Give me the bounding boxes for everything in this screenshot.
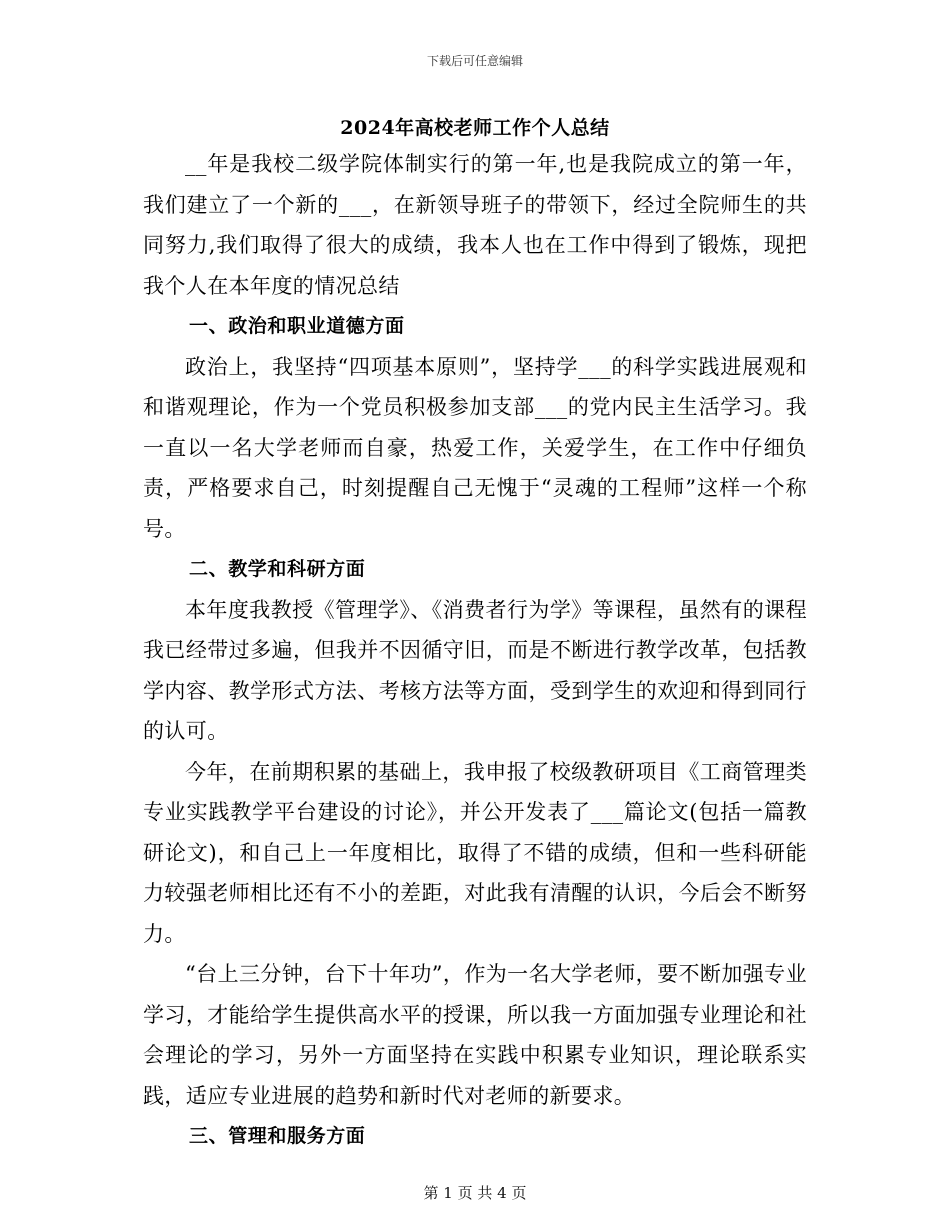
- research-paragraph: 今年，在前期积累的基础上，我申报了校级教研项目《工商管理类专业实践教学平台建设的讨论》，并公开发表了___篇论文(包括一篇教研论文)，和自己上一年度相比，取得了不错的成绩，但和一些科研能力较强老师相比还有不小的差距，对此我有清醒的认识，今后会不断努力。: [143, 759, 807, 946]
- page-header-note: 下载后可任意编辑: [426, 54, 523, 68]
- section-heading-teaching: 二、教学和科研方面: [189, 558, 366, 580]
- section-heading-management: 三、管理和服务方面: [189, 1125, 366, 1147]
- section-heading-politics: 一、政治和职业道德方面: [189, 315, 405, 337]
- politics-paragraph: 政治上，我坚持“四项基本原则”，坚持学___的科学实践进展观和和谐观理论，作为一个党员积极参加支部___的党内民主生活学习。我一直以一名大学老师而自豪，热爱工作，关爱学生，在工作中仔细负责，严格要求自己，时刻提醒自己无愧于“灵魂的工程师”这样一个称号。: [143, 354, 807, 541]
- study-paragraph: “台上三分钟，台下十年功”，作为一名大学老师，要不断加强专业学习，才能给学生提供高水平的授课，所以我一方面加强专业理论和社会理论的学习，另外一方面坚持在实践中积累专业知识，理论联系实践，适应专业进展的趋势和新时代对老师的新要求。: [143, 962, 807, 1108]
- page-number-footer: 第 1 页 共 4 页: [423, 1184, 527, 1202]
- document-body: [143, 144, 807, 1157]
- teaching-paragraph: 本年度我教授《管理学》、《消费者行为学》等课程，虽然有的课程我已经带过多遍，但我并不因循守旧，而是不断进行教学改革，包括教学内容、教学形式方法、考核方法等方面，受到学生的欢迎和得到同行的认可。: [143, 597, 807, 743]
- intro-paragraph: __年是我校二级学院体制实行的第一年,也是我院成立的第一年，我们建立了一个新的___，在新领导班子的带领下，经过全院师生的共同努力,我们取得了很大的成绩，我本人也在工作中得到了锻炼，现把我个人在本年度的情况总结: [143, 152, 807, 298]
- document-title: 2024年高校老师工作个人总结: [340, 117, 610, 139]
